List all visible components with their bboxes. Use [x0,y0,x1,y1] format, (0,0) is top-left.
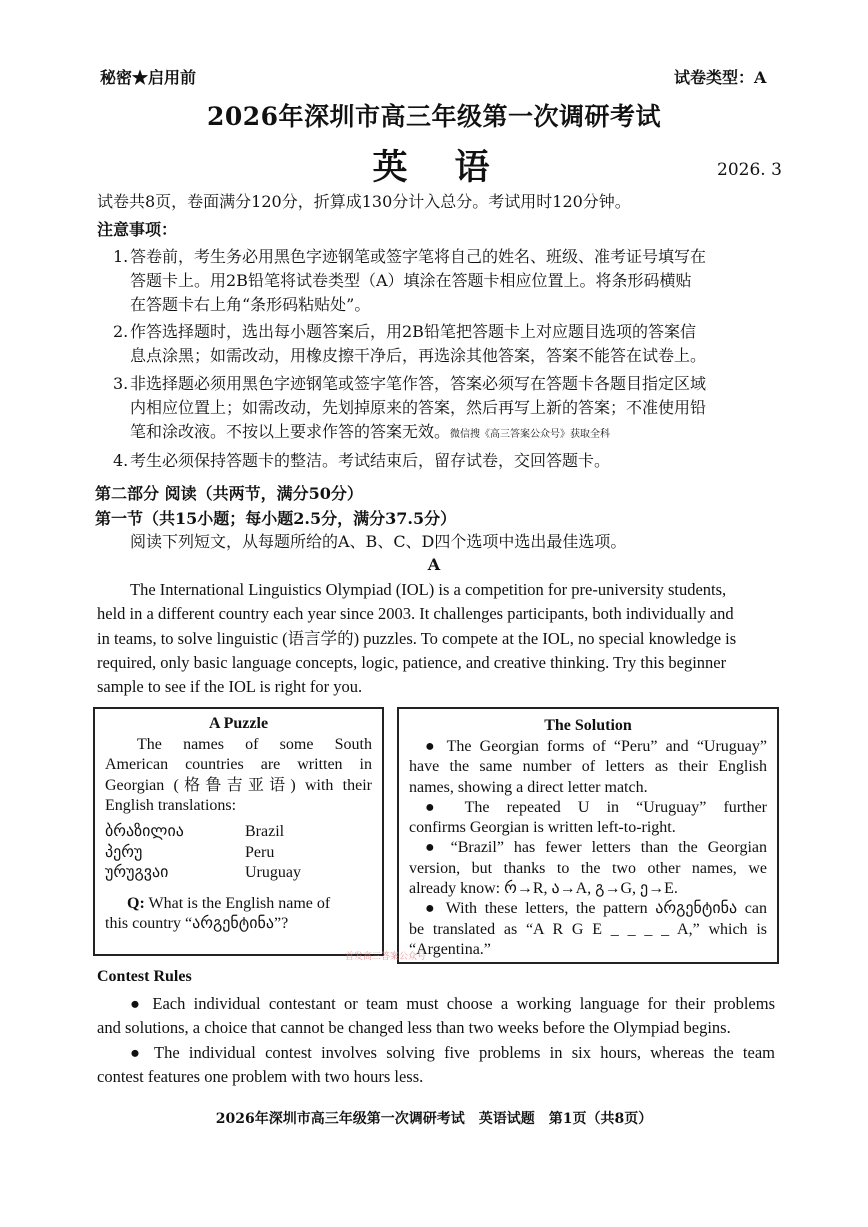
subject-title: 英 语 [372,147,496,188]
notice-line: 考生必须保持答题卡的整洁。考试结束后，留存试卷，交回答题卡。 [130,451,611,470]
notice-line: 内相应位置上；如需改动，先划掉原来的答案，然后再写上新的答案；不准使用铅 [130,398,707,417]
georgian-word: ურუგვაი [105,864,169,882]
solution-line: names, showing a direct letter match. [409,778,648,796]
passage-line: in teams, to solve linguistic (语言学的) puzzles. To compete at the IOL, no special knowledge is [97,628,737,648]
passage-paragraph [97,578,775,699]
solution-line: be translated as “A R G E _ _ _ _ A,” which is [409,920,767,938]
part-2-title: 第二部分 阅读（共两节，满分50分） [95,484,363,503]
puzzle-intro [105,735,372,816]
solution-line: ● The repeated U in “Uruguay” further [425,798,767,816]
notice-line: 在答题卡右上角“条形码粘贴处”。 [130,295,371,314]
notice-item-4 [113,449,780,473]
passage-label: A [427,555,441,574]
notice-line: 答题卡上。用2B铅笔将试卷类型（A）填涂在答题卡相应位置上。将条形码横贴 [130,271,692,290]
english-word: Brazil [245,823,285,841]
translation-row [105,843,382,864]
page-footer: 2026年深圳市高三年级第一次调研考试 英语试题 第1页（共8页） [215,1111,653,1127]
puzzle-intro-line: American countries are written in [105,756,372,774]
notice-number: 2. [113,322,129,341]
passage-line: The International Linguistics Olympiad (IOL) is a competition for pre-university students, [130,580,727,599]
solution-text [409,737,767,960]
puzzle-intro-line: Georgian (格鲁吉亚语) with their [105,776,372,794]
reading-instruction: 阅读下列短文，从每题所给的A、B、C、D四个选项中选出最佳选项。 [130,532,627,551]
solution-line: version, but thanks to the two other names, we [409,859,767,877]
translation-row [105,863,382,884]
notice-number: 3. [113,374,129,393]
wechat-note: 微信搜《高三答案公众号》获取全科 [450,429,611,440]
notice-heading: 注意事项： [97,220,178,239]
solution-line: already know: რ→R, ა→A, გ→G, ე→E. [409,880,678,898]
secret-label: 秘密★启用前 [100,68,197,87]
solution-box [397,707,779,964]
notice-line: 作答选择题时，选出每小题答案后，用2B铅笔把答题卡上对应题目选项的答案信 [130,322,696,341]
solution-line: ● The Georgian forms of “Peru” and “Uruguay” [425,738,767,755]
notice-item-1 [113,245,780,317]
notice-line: 息点涂黑；如需改动，用橡皮擦干净后，再选涂其他答案，答案不能答在试卷上。 [130,346,707,365]
english-word: Peru [245,843,275,861]
paper-type-label: 试卷类型：A [674,68,767,87]
solution-line: ● “Brazil” has fewer letters than the Georgian [425,839,767,857]
exam-date: 2026. 3 [717,160,782,180]
english-word: Uruguay [245,864,301,882]
puzzle-intro-line: The names of some South [137,736,372,753]
puzzle-question [105,894,372,935]
translation-row [105,822,382,843]
solution-title: The Solution [544,717,632,734]
rules-text [97,992,775,1089]
georgian-word: პერუ [105,843,143,861]
notice-number: 4. [113,451,129,470]
solution-line: ● With these letters, the pattern არგენტინა can [425,900,767,918]
notice-number: 1. [113,247,129,266]
puzzle-title: A Puzzle [208,715,269,732]
section-1-title: 第一节（共15小题；每小题2.5分，满分37.5分） [95,509,457,528]
question-text: What is the English name of [148,894,331,912]
rules-line: contest features one problem with two hours less. [97,1066,424,1086]
puzzle-intro-line: English translations: [105,796,237,814]
solution-line: confirms Georgian is written left-to-right. [409,819,676,837]
question-label: Q: [127,894,145,912]
exam-title: 2026年深圳市高三年级第一次调研考试 [206,102,662,131]
passage-line: held in a different country each year since 2003. It challenges participants, both individually and [97,604,734,624]
passage-line: required, only basic language concepts, logic, patience, and creative thinking. Try this beginner [97,652,727,672]
notice-line: 答卷前，考生务必用黑色字迹钢笔或签字笔将自己的姓名、班级、准考证号填写在 [130,247,707,266]
notice-item-2 [113,320,780,368]
rules-heading: Contest Rules [97,968,192,985]
watermark-text: 首发高三答案公众号 [345,952,427,962]
solution-line: “Argentina.” [409,940,491,958]
exam-intro: 试卷共8页，卷面满分120分，折算成130分计入总分。考试用时120分钟。 [97,192,631,211]
georgian-word: ბრაზილია [105,823,184,841]
notice-item-3 [113,372,780,447]
puzzle-box [93,707,384,956]
question-line [105,894,372,914]
notice-line [130,420,780,447]
rules-line: ● Each individual contestant or team must choose a working language for their problems [130,994,775,1013]
question-line: this country “არგენტინა”? [105,914,289,932]
notice-line-text: 笔和涂改液。不按以上要求作答的答案无效。 [130,422,451,441]
rules-line: and solutions, a choice that cannot be changed less than two weeks before the Olympiad begins. [97,1018,731,1038]
passage-line: sample to see if the IOL is right for you. [97,677,363,697]
rules-line: ● The individual contest involves solving five problems in six hours, whereas the team [130,1042,775,1062]
translation-table [95,822,382,884]
notice-line: 非选择题必须用黑色字迹钢笔或签字笔作答，答案必须写在答题卡各题目指定区域 [130,374,707,393]
solution-line: have the same number of letters as their English [409,758,767,776]
